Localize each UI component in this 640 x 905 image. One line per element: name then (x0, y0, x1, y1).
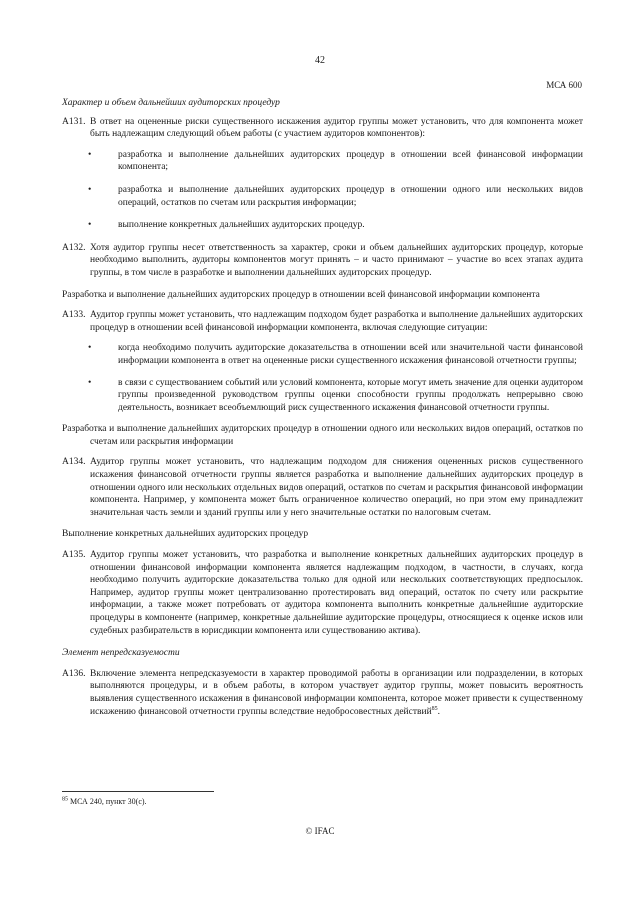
bullet-icon: • (88, 220, 92, 231)
paragraph-number: A133. (62, 310, 86, 321)
paragraph-text: Аудитор группы может установить, что разработка и выполнение конкретных дальнейших аудиторских процедур в отношении финансовой информации компонента является надлежащим подходом, в частности, в случаях, когда необходимо получить аудиторские доказательства только для одной или нескольких соответствующих предпосылок. Например, аудитор группы может централизованно протестировать вид операций, остаток по счету или раскрытие информации, а также может потребовать от аудитора компонента выполнить конкретные дальнейшие аудиторские процедуры в компоненте (например, конкретные дальнейшие аудиторские процедуры, относящиеся к оценке исков или судебных разбирательств в юрисдикции компонента или существованию актива). (90, 550, 583, 636)
section-heading-5: Элемент непредсказуемости (62, 648, 180, 659)
standard-label: МСА 600 (546, 80, 582, 90)
paragraph-text: В ответ на оцененные риски существенного искажения аудитор группы может установить, что для компонента может быть надлежащим следующий объем работы (с участием аудиторов компонентов): (90, 116, 583, 140)
paragraph-number: A136. (62, 668, 86, 679)
footnote-divider (62, 791, 214, 792)
paragraph-a134 (62, 456, 583, 519)
bullet-icon: • (88, 184, 92, 195)
bullet-list-a131 (62, 149, 583, 232)
paragraph-a136 (62, 668, 583, 718)
copyright-footer: © IFAC (305, 826, 335, 836)
list-item: • разработка и выполнение дальнейших аудиторских процедур в отношении одного или нескольких видов операций, остатков по счетам или раскрытия информации; (88, 184, 583, 208)
section-heading-3: Разработка и выполнение дальнейших аудиторских процедур в отношении одного или нескольких видов операций, остатков по счетам или раскрытия информации (62, 424, 583, 447)
list-item: • выполнение конкретных дальнейших аудиторских процедур. (88, 220, 365, 231)
paragraph-a133 (62, 309, 583, 334)
bullet-icon: • (88, 149, 92, 160)
paragraph-text: Аудитор группы может установить, что надлежащим подходом будет разработка и выполнение дальнейших аудиторских процедур в отношении всей финансовой информации компонента, включая следующие ситуации: (90, 310, 583, 333)
paragraph-text: Включение элемента непредсказуемости в характер проводимой работы в организации или подразделении, в которых выполняются процедуры, и в объем работы, в котором участвует аудитор группы, может повысить вероятность выявления существенного искажения в финансовой информации компонента, которое может привести к существенному искажению финансовой отчетности группы вследствие недобросовестных действий$^{85}$. (90, 668, 583, 717)
footnote: $^{85}$ МСА 240, пункт 30(c). (62, 796, 147, 806)
bullet-icon: • (88, 343, 92, 354)
paragraph-a132 (62, 242, 583, 280)
paragraph-number: A135. (62, 550, 86, 561)
paragraph-text: Аудитор группы может установить, что надлежащим подходом для снижения оцененных рисков существенного искажения финансовой отчетности группы является разработка и выполнение дальнейших аудиторских процедур в отношении одного или нескольких отдельных видов операций, остатков по счетам и раскрытия финансовой информации компонента. Например, у компонента может быть ограниченное количество операций, но при этом ему принадлежит значительная часть земли и зданий группы или у него значительные остатки по налоговым счетам. (90, 457, 583, 518)
section-heading-4: Выполнение конкретных дальнейших аудиторских процедур (62, 529, 309, 540)
paragraph-a135 (62, 549, 583, 637)
list-item: • разработка и выполнение дальнейших аудиторских процедур в отношении всей финансовой информации компонента; (88, 149, 583, 173)
page-content (62, 97, 583, 718)
section-heading-2: Разработка и выполнение дальнейших аудиторских процедур в отношении всей финансовой информации компонента (62, 289, 540, 300)
footnote-number: 85 (62, 796, 68, 803)
paragraph-number: A132. (62, 242, 86, 253)
paragraph-number: A134. (62, 457, 86, 468)
page-number: 42 (315, 55, 325, 66)
paragraph-text: Хотя аудитор группы несет ответственность за характер, сроки и объем дальнейших аудиторских процедур, которые необходимо выполнить, аудиторы компонентов могут принять – и часто принимают – участие во всех этапах аудита группы, в том числе в разработке и выполнении дальнейших аудиторских процедур. (90, 242, 583, 278)
paragraph-a131 (62, 116, 583, 141)
bullet-list-a133 (62, 342, 583, 414)
paragraph-number: A131. (62, 116, 86, 127)
footnote-reference[interactable]: 85 (431, 705, 438, 712)
list-item: • когда необходимо получить аудиторские доказательства в отношении всей или значительной части финансовой информации компонента в ответ на оцененные риски существенного искажения финансовой отчетности группы; (88, 343, 583, 366)
section-heading-1: Характер и объем дальнейших аудиторских процедур (62, 98, 280, 108)
list-item: • в связи с существованием событий или условий компонента, которые могут иметь значение для оценки аудитором группы произведенной руководством группы оценки способности группы продолжать непрерывно свою деятельность, возникает всеобъемлющий риск существенного искажения финансовой отчетности группы. (88, 377, 583, 413)
bullet-icon: • (88, 377, 92, 388)
